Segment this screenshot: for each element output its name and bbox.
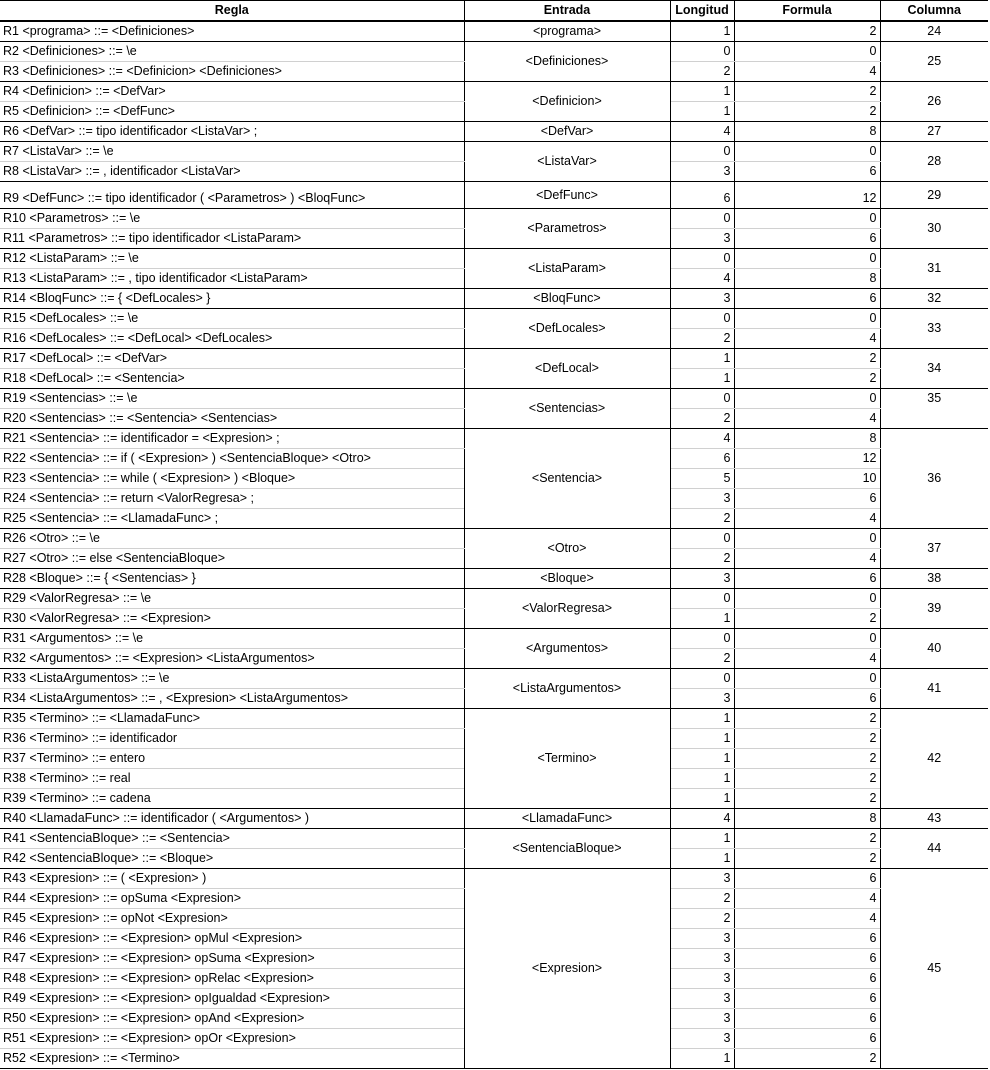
longitud-cell: 2 [670, 549, 734, 569]
formula-cell: 0 [734, 669, 880, 689]
formula-cell: 4 [734, 329, 880, 349]
rule-cell: R26 <Otro> ::= \e [0, 529, 464, 549]
longitud-cell: 0 [670, 629, 734, 649]
longitud-cell: 1 [670, 769, 734, 789]
formula-cell: 2 [734, 729, 880, 749]
formula-cell: 4 [734, 889, 880, 909]
longitud-cell: 3 [670, 969, 734, 989]
formula-cell: 6 [734, 1029, 880, 1049]
columna-cell: 37 [880, 529, 988, 569]
formula-cell: 6 [734, 969, 880, 989]
table-row [0, 182, 988, 209]
formula-cell: 2 [734, 1049, 880, 1069]
rule-cell: R28 <Bloque> ::= { <Sentencias> } [0, 569, 464, 589]
table-row [0, 869, 988, 889]
rule-cell: R25 <Sentencia> ::= <LlamadaFunc> ; [0, 509, 464, 529]
columna-cell: 33 [880, 309, 988, 349]
table-row [0, 309, 988, 329]
longitud-cell: 2 [670, 649, 734, 669]
entrada-cell: <Parametros> [464, 209, 670, 249]
formula-cell: 4 [734, 509, 880, 529]
table-row [0, 589, 988, 609]
rule-cell: R10 <Parametros> ::= \e [0, 209, 464, 229]
columna-cell: 27 [880, 122, 988, 142]
table-row [0, 42, 988, 62]
longitud-cell: 0 [670, 209, 734, 229]
table-row [0, 349, 988, 369]
rule-cell: R48 <Expresion> ::= <Expresion> opRelac <Expresion> [0, 969, 464, 989]
longitud-cell: 6 [670, 449, 734, 469]
longitud-cell: 0 [670, 389, 734, 409]
columna-cell: 44 [880, 829, 988, 869]
longitud-cell: 3 [670, 689, 734, 709]
formula-cell: 6 [734, 869, 880, 889]
longitud-cell: 3 [670, 229, 734, 249]
entrada-cell: <Otro> [464, 529, 670, 569]
header-row [0, 1, 988, 22]
entrada-cell: <DefLocal> [464, 349, 670, 389]
rule-cell: R32 <Argumentos> ::= <Expresion> <ListaArgumentos> [0, 649, 464, 669]
rule-cell: R2 <Definiciones> ::= \e [0, 42, 464, 62]
formula-cell: 0 [734, 309, 880, 329]
rule-cell: R17 <DefLocal> ::= <DefVar> [0, 349, 464, 369]
columna-cell: 43 [880, 809, 988, 829]
longitud-cell: 4 [670, 122, 734, 142]
longitud-cell: 1 [670, 609, 734, 629]
longitud-cell: 1 [670, 789, 734, 809]
columna-cell: 40 [880, 629, 988, 669]
rule-cell: R29 <ValorRegresa> ::= \e [0, 589, 464, 609]
columna-cell: 30 [880, 209, 988, 249]
rule-cell: R11 <Parametros> ::= tipo identificador <ListaParam> [0, 229, 464, 249]
table-row [0, 429, 988, 449]
longitud-cell: 1 [670, 729, 734, 749]
table-row [0, 249, 988, 269]
longitud-cell: 3 [670, 869, 734, 889]
rule-cell: R49 <Expresion> ::= <Expresion> opIgualdad <Expresion> [0, 989, 464, 1009]
entrada-cell: <Expresion> [464, 869, 670, 1069]
header-columna: Columna [880, 1, 988, 22]
formula-cell: 8 [734, 269, 880, 289]
longitud-cell: 0 [670, 589, 734, 609]
longitud-cell: 1 [670, 849, 734, 869]
formula-cell: 2 [734, 849, 880, 869]
formula-cell: 6 [734, 989, 880, 1009]
longitud-cell: 4 [670, 809, 734, 829]
entrada-cell: <Sentencias> [464, 389, 670, 429]
columna-cell: 28 [880, 142, 988, 182]
longitud-cell: 1 [670, 369, 734, 389]
formula-cell: 2 [734, 769, 880, 789]
longitud-cell: 3 [670, 569, 734, 589]
rule-cell: R7 <ListaVar> ::= \e [0, 142, 464, 162]
table-row [0, 289, 988, 309]
entrada-cell: <programa> [464, 21, 670, 42]
longitud-cell: 2 [670, 62, 734, 82]
longitud-cell: 1 [670, 829, 734, 849]
longitud-cell: 1 [670, 102, 734, 122]
rule-cell: R5 <Definicion> ::= <DefFunc> [0, 102, 464, 122]
table-row [0, 629, 988, 649]
longitud-cell: 3 [670, 949, 734, 969]
rule-cell: R21 <Sentencia> ::= identificador = <Expresion> ; [0, 429, 464, 449]
formula-cell: 6 [734, 162, 880, 182]
formula-cell: 6 [734, 689, 880, 709]
longitud-cell: 3 [670, 929, 734, 949]
longitud-cell: 3 [670, 1029, 734, 1049]
rule-cell: R52 <Expresion> ::= <Termino> [0, 1049, 464, 1069]
entrada-cell: <DefVar> [464, 122, 670, 142]
formula-cell: 4 [734, 62, 880, 82]
longitud-cell: 1 [670, 21, 734, 42]
rule-cell: R27 <Otro> ::= else <SentenciaBloque> [0, 549, 464, 569]
table-row [0, 829, 988, 849]
entrada-cell: <Termino> [464, 709, 670, 809]
longitud-cell: 1 [670, 82, 734, 102]
table-row [0, 122, 988, 142]
rule-cell: R16 <DefLocales> ::= <DefLocal> <DefLocales> [0, 329, 464, 349]
table-row [0, 809, 988, 829]
rule-cell: R44 <Expresion> ::= opSuma <Expresion> [0, 889, 464, 909]
longitud-cell: 4 [670, 269, 734, 289]
formula-cell: 0 [734, 249, 880, 269]
columna-cell: 25 [880, 42, 988, 82]
rule-cell: R13 <ListaParam> ::= , tipo identificador <ListaParam> [0, 269, 464, 289]
formula-cell: 2 [734, 829, 880, 849]
formula-cell: 4 [734, 549, 880, 569]
entrada-cell: <ValorRegresa> [464, 589, 670, 629]
formula-cell: 6 [734, 229, 880, 249]
longitud-cell: 0 [670, 529, 734, 549]
longitud-cell: 3 [670, 989, 734, 1009]
columna-cell: 42 [880, 709, 988, 809]
table-row [0, 669, 988, 689]
table-row [0, 389, 988, 409]
rule-cell: R24 <Sentencia> ::= return <ValorRegresa> ; [0, 489, 464, 509]
longitud-cell: 1 [670, 709, 734, 729]
formula-cell: 2 [734, 789, 880, 809]
longitud-cell: 2 [670, 889, 734, 909]
rule-cell: R12 <ListaParam> ::= \e [0, 249, 464, 269]
rule-cell: R14 <BloqFunc> ::= { <DefLocales> } [0, 289, 464, 309]
rule-cell: R35 <Termino> ::= <LlamadaFunc> [0, 709, 464, 729]
rule-cell: R42 <SentenciaBloque> ::= <Bloque> [0, 849, 464, 869]
columna-cell: 34 [880, 349, 988, 389]
rule-cell: R9 <DefFunc> ::= tipo identificador ( <Parametros> ) <BloqFunc> [0, 182, 464, 209]
entrada-cell: <Sentencia> [464, 429, 670, 529]
longitud-cell: 2 [670, 509, 734, 529]
rule-cell: R23 <Sentencia> ::= while ( <Expresion> ) <Bloque> [0, 469, 464, 489]
rule-cell: R8 <ListaVar> ::= , identificador <ListaVar> [0, 162, 464, 182]
entrada-cell: <BloqFunc> [464, 289, 670, 309]
formula-cell: 4 [734, 409, 880, 429]
formula-cell: 6 [734, 1009, 880, 1029]
header-entrada: Entrada [464, 1, 670, 22]
entrada-cell: <ListaArgumentos> [464, 669, 670, 709]
columna-cell: 29 [880, 182, 988, 209]
rule-cell: R30 <ValorRegresa> ::= <Expresion> [0, 609, 464, 629]
columna-cell: 26 [880, 82, 988, 122]
longitud-cell: 2 [670, 909, 734, 929]
longitud-cell: 1 [670, 749, 734, 769]
table-row [0, 529, 988, 549]
rule-cell: R22 <Sentencia> ::= if ( <Expresion> ) <SentenciaBloque> <Otro> [0, 449, 464, 469]
formula-cell: 12 [734, 449, 880, 469]
longitud-cell: 6 [670, 182, 734, 209]
table-row [0, 21, 988, 42]
formula-cell: 8 [734, 809, 880, 829]
formula-cell: 0 [734, 529, 880, 549]
columna-cell: 31 [880, 249, 988, 289]
longitud-cell: 0 [670, 249, 734, 269]
columna-cell: 36 [880, 429, 988, 529]
formula-cell: 0 [734, 42, 880, 62]
formula-cell: 6 [734, 289, 880, 309]
formula-cell: 2 [734, 102, 880, 122]
formula-cell: 2 [734, 369, 880, 389]
rule-cell: R51 <Expresion> ::= <Expresion> opOr <Expresion> [0, 1029, 464, 1049]
table-row [0, 82, 988, 102]
longitud-cell: 0 [670, 42, 734, 62]
rule-cell: R6 <DefVar> ::= tipo identificador <ListaVar> ; [0, 122, 464, 142]
columna-cell: 35 [880, 389, 988, 429]
formula-cell: 6 [734, 929, 880, 949]
rule-cell: R3 <Definiciones> ::= <Definicion> <Definiciones> [0, 62, 464, 82]
formula-cell: 0 [734, 389, 880, 409]
entrada-cell: <Definicion> [464, 82, 670, 122]
formula-cell: 0 [734, 629, 880, 649]
entrada-cell: <Bloque> [464, 569, 670, 589]
formula-cell: 2 [734, 709, 880, 729]
longitud-cell: 4 [670, 429, 734, 449]
longitud-cell: 2 [670, 409, 734, 429]
entrada-cell: <Definiciones> [464, 42, 670, 82]
formula-cell: 0 [734, 209, 880, 229]
columna-cell: 32 [880, 289, 988, 309]
table-row [0, 569, 988, 589]
rule-cell: R36 <Termino> ::= identificador [0, 729, 464, 749]
longitud-cell: 1 [670, 349, 734, 369]
rule-cell: R19 <Sentencias> ::= \e [0, 389, 464, 409]
rule-cell: R31 <Argumentos> ::= \e [0, 629, 464, 649]
longitud-cell: 2 [670, 329, 734, 349]
formula-cell: 8 [734, 122, 880, 142]
formula-cell: 2 [734, 749, 880, 769]
formula-cell: 12 [734, 182, 880, 209]
rule-cell: R38 <Termino> ::= real [0, 769, 464, 789]
columna-cell: 24 [880, 21, 988, 42]
formula-cell: 4 [734, 909, 880, 929]
columna-cell: 38 [880, 569, 988, 589]
rule-cell: R45 <Expresion> ::= opNot <Expresion> [0, 909, 464, 929]
longitud-cell: 0 [670, 669, 734, 689]
rules-body [0, 21, 988, 1069]
entrada-cell: <Argumentos> [464, 629, 670, 669]
rule-cell: R43 <Expresion> ::= ( <Expresion> ) [0, 869, 464, 889]
columna-cell: 45 [880, 869, 988, 1069]
rule-cell: R4 <Definicion> ::= <DefVar> [0, 82, 464, 102]
formula-cell: 4 [734, 649, 880, 669]
formula-cell: 10 [734, 469, 880, 489]
rule-cell: R47 <Expresion> ::= <Expresion> opSuma <Expresion> [0, 949, 464, 969]
rule-cell: R46 <Expresion> ::= <Expresion> opMul <Expresion> [0, 929, 464, 949]
entrada-cell: <DefLocales> [464, 309, 670, 349]
formula-cell: 8 [734, 429, 880, 449]
longitud-cell: 3 [670, 289, 734, 309]
header-regla: Regla [0, 1, 464, 22]
rule-cell: R39 <Termino> ::= cadena [0, 789, 464, 809]
table-row [0, 209, 988, 229]
table-row [0, 709, 988, 729]
rule-cell: R33 <ListaArgumentos> ::= \e [0, 669, 464, 689]
rule-cell: R50 <Expresion> ::= <Expresion> opAnd <Expresion> [0, 1009, 464, 1029]
formula-cell: 6 [734, 569, 880, 589]
formula-cell: 2 [734, 349, 880, 369]
rule-cell: R18 <DefLocal> ::= <Sentencia> [0, 369, 464, 389]
longitud-cell: 0 [670, 309, 734, 329]
rule-cell: R40 <LlamadaFunc> ::= identificador ( <Argumentos> ) [0, 809, 464, 829]
rule-cell: R20 <Sentencias> ::= <Sentencia> <Sentencias> [0, 409, 464, 429]
longitud-cell: 0 [670, 142, 734, 162]
longitud-cell: 3 [670, 489, 734, 509]
entrada-cell: <ListaVar> [464, 142, 670, 182]
header-formula: Formula [734, 1, 880, 22]
formula-cell: 2 [734, 609, 880, 629]
header-longitud: Longitud [670, 1, 734, 22]
rule-cell: R41 <SentenciaBloque> ::= <Sentencia> [0, 829, 464, 849]
entrada-cell: <SentenciaBloque> [464, 829, 670, 869]
columna-cell: 39 [880, 589, 988, 629]
rule-cell: R15 <DefLocales> ::= \e [0, 309, 464, 329]
formula-cell: 0 [734, 142, 880, 162]
formula-cell: 2 [734, 21, 880, 42]
longitud-cell: 3 [670, 1009, 734, 1029]
formula-cell: 0 [734, 589, 880, 609]
formula-cell: 2 [734, 82, 880, 102]
longitud-cell: 3 [670, 162, 734, 182]
longitud-cell: 1 [670, 1049, 734, 1069]
entrada-cell: <DefFunc> [464, 182, 670, 209]
table-row [0, 142, 988, 162]
entrada-cell: <ListaParam> [464, 249, 670, 289]
formula-cell: 6 [734, 489, 880, 509]
formula-cell: 6 [734, 949, 880, 969]
entrada-cell: <LlamadaFunc> [464, 809, 670, 829]
rule-cell: R1 <programa> ::= <Definiciones> [0, 21, 464, 42]
longitud-cell: 5 [670, 469, 734, 489]
columna-cell: 41 [880, 669, 988, 709]
rule-cell: R34 <ListaArgumentos> ::= , <Expresion> <ListaArgumentos> [0, 689, 464, 709]
rule-cell: R37 <Termino> ::= entero [0, 749, 464, 769]
